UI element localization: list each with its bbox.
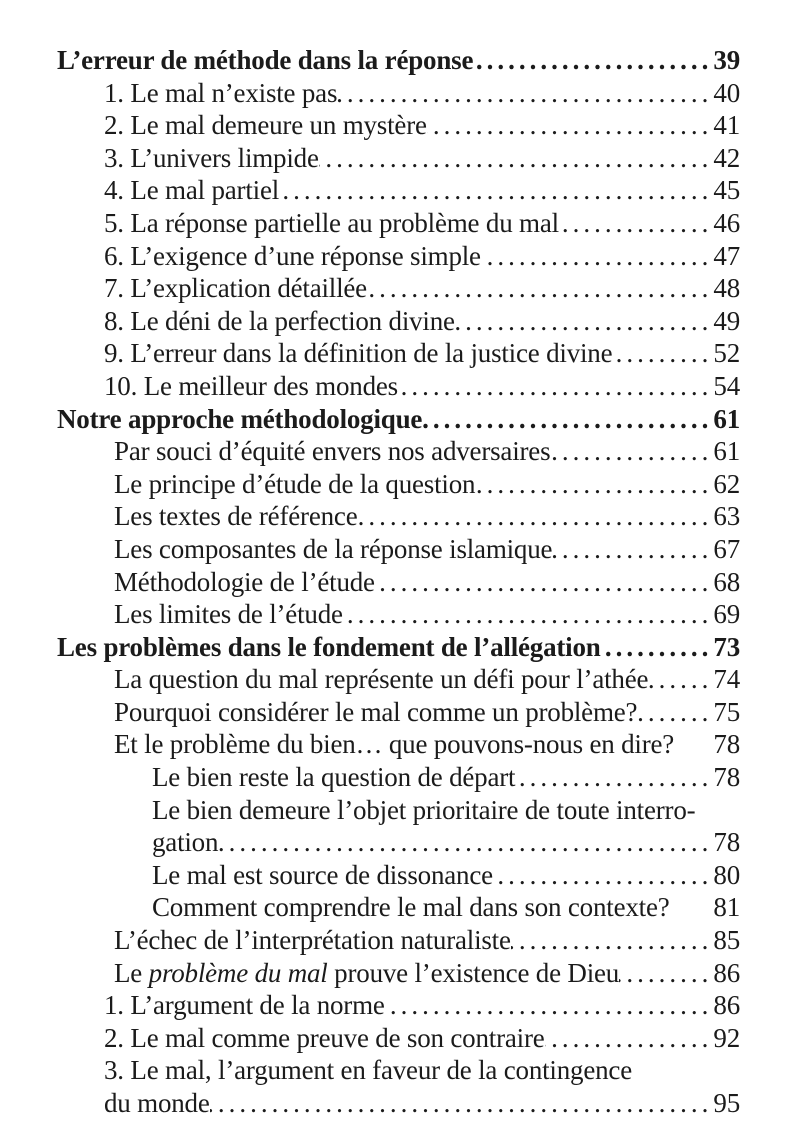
dot-leader (515, 761, 713, 794)
toc-entry-page-number: 49 (713, 305, 740, 336)
toc-entry-line (0, 891, 740, 924)
toc-entry-label: 5. La réponse partielle au problème du mal (104, 207, 559, 238)
toc-entry-page-number: 73 (713, 631, 740, 662)
dot-leader (337, 77, 713, 110)
toc-entry-label: 3. L’univers limpide (104, 142, 319, 173)
dot-leader (648, 663, 713, 696)
toc-entry-label: 8. Le déni de la perfection divine (104, 305, 455, 336)
toc-entry-label: Par souci d’équité envers nos adversaires (114, 436, 551, 467)
toc-entry-line (0, 1022, 740, 1055)
dot-leader (319, 142, 714, 175)
toc-entry-page-number: 68 (713, 566, 740, 597)
dot-leader (367, 272, 713, 305)
dot-leader (218, 826, 713, 859)
toc-entry-line (0, 500, 740, 533)
toc-entry-line (0, 435, 740, 468)
toc-entry-label: gation (152, 827, 219, 858)
toc-entry-line (0, 142, 740, 175)
toc-entry-page-number: 42 (713, 142, 740, 173)
toc-entry-page-number: 67 (713, 533, 740, 564)
toc-entry-label: Les problèmes dans le fondement de l’allégation (57, 631, 601, 662)
toc-entry-label: Notre approche méthodologique (57, 403, 423, 434)
toc-entry-page-number: 41 (713, 110, 740, 141)
toc-entry-page-number: 92 (713, 1022, 740, 1053)
dot-leader (279, 174, 713, 207)
toc-entry-line (0, 533, 740, 566)
toc-entry-line (0, 826, 740, 859)
toc-entry-page-number: 52 (713, 338, 740, 369)
dot-leader (612, 337, 713, 370)
toc-entry-line (0, 663, 740, 696)
toc-entry-page-number: 86 (713, 990, 740, 1021)
toc-entry-label: 1. Le mal n’existe pas (104, 77, 338, 108)
toc-entry-page-number: 69 (713, 599, 740, 630)
toc-entry-page-number: 81 (713, 892, 740, 923)
toc-entry-label: Les limites de l’étude (114, 599, 343, 630)
toc-entry-line (0, 240, 740, 273)
dot-leader (422, 403, 713, 436)
toc-entry-line (0, 109, 740, 142)
toc-entry-line (0, 77, 740, 110)
toc-entry-label: 4. Le mal partiel (104, 175, 280, 206)
toc-entry-line (0, 598, 740, 631)
dot-leader (375, 566, 714, 599)
toc-entry-line (0, 957, 740, 990)
toc-entry-line (0, 761, 740, 794)
dot-leader (473, 44, 713, 77)
toc-entry-line (0, 696, 740, 729)
dot-leader (343, 598, 714, 631)
toc-entry-line (0, 989, 740, 1022)
toc-entry-page-number: 48 (713, 273, 740, 304)
dot-leader (481, 240, 714, 273)
toc-entry-line (0, 859, 740, 892)
dot-leader (552, 533, 713, 566)
toc-entry-label: 1. L’argument de la norme (104, 990, 385, 1021)
toc-entry-label: Pourquoi considérer le mal comme un problème? (114, 696, 638, 727)
toc-entry-label: Les composantes de la réponse islamique (114, 533, 553, 564)
dot-leader (475, 468, 713, 501)
dot-leader (545, 1022, 714, 1055)
toc-entry-line (0, 272, 740, 305)
dot-leader (493, 859, 713, 892)
toc-entry-page-number: 63 (713, 501, 740, 532)
toc-entry-label: 2. Le mal demeure un mystère (104, 110, 427, 141)
toc-entry-label: 7. L’explication détaillée (104, 273, 367, 304)
dot-leader (398, 370, 713, 403)
toc-entry-page-number: 74 (713, 664, 740, 695)
toc-entry-line (0, 370, 740, 403)
toc-entry-page-number: 39 (713, 45, 740, 75)
toc-entry-label: 2. Le mal comme preuve de son contraire (104, 1022, 545, 1053)
dot-leader (427, 109, 714, 142)
toc-entry-label: Les textes de référence (114, 501, 358, 532)
toc-entry-label: du monde (104, 1088, 210, 1118)
dot-leader (210, 1087, 714, 1120)
toc-entry-label: La question du mal représente un défi pour l’athée (114, 664, 649, 695)
toc-entry-label: L’erreur de méthode dans la réponse (57, 45, 474, 75)
toc-entry-page-number: 95 (713, 1088, 740, 1118)
toc-entry-label: Le principe d’étude de la question (114, 468, 476, 499)
toc-entry-page-number: 62 (713, 468, 740, 499)
dot-leader (619, 957, 713, 990)
toc-entry-page-number: 80 (713, 859, 740, 890)
toc-entry-page-number: 46 (713, 207, 740, 238)
toc-entry-label: 6. L’exigence d’une réponse simple (104, 240, 481, 271)
toc-entry-label (114, 957, 619, 990)
toc-entry-page-number: 78 (713, 762, 740, 793)
toc-entry-line (0, 337, 740, 370)
toc-entry-page-number: 78 (713, 827, 740, 858)
dot-leader (559, 207, 713, 240)
toc-entry-line (0, 305, 740, 338)
toc-entry-label-part: Le (114, 957, 149, 988)
toc-entry-label: Le bien reste la question de départ (152, 762, 516, 793)
toc-entry-page-number: 45 (713, 175, 740, 206)
toc-entry-line (0, 174, 740, 207)
toc-entry-page-number: 78 (713, 729, 740, 760)
dot-leader (550, 435, 713, 468)
toc-entry-label: Le mal est source de dissonance (152, 859, 493, 890)
toc-entry-label-italic: problème du mal (148, 957, 328, 988)
toc-entry-label: 10. Le meilleur des mondes (104, 370, 398, 401)
toc-entry-line (0, 1087, 740, 1120)
toc-entry-label: L’échec de l’interprétation naturaliste (114, 925, 511, 956)
toc-entry-page-number: 86 (713, 957, 740, 988)
toc-entry-page-number: 61 (713, 436, 740, 467)
toc-entry-page-number: 54 (713, 370, 740, 401)
toc-entry-line (0, 1054, 740, 1087)
toc-entry-line (0, 207, 740, 240)
toc-entry-line (0, 566, 740, 599)
toc-entry-page-number: 75 (713, 696, 740, 727)
dot-leader (601, 631, 714, 664)
toc-entry-page-number: 40 (713, 77, 740, 108)
toc-entry-line (0, 44, 740, 77)
toc-entry-label: 3. Le mal, l’argument en faveur de la contingence (104, 1055, 632, 1086)
dot-leader (511, 924, 714, 957)
toc-entry-line (0, 794, 740, 827)
toc-entry-line (0, 403, 740, 436)
toc-entry-line (0, 924, 740, 957)
toc-entry-label: 9. L’erreur dans la définition de la justice divine (104, 338, 613, 369)
toc-entry-label: Le bien demeure l’objet prioritaire de toute interro- (152, 794, 696, 825)
dot-leader (637, 696, 713, 729)
toc-entry-page-number: 47 (713, 240, 740, 271)
toc-entry-line (0, 468, 740, 501)
toc-entry-label: Méthodologie de l’étude (114, 566, 375, 597)
dot-leader (455, 305, 714, 338)
toc-entry-label: Et le problème du bien… que pouvons-nous en dire? (114, 729, 675, 760)
dot-leader (385, 989, 714, 1022)
toc-entry-page-number: 61 (713, 403, 740, 434)
toc-entry-label-part: prouve l’existence de Dieu (327, 957, 620, 988)
dot-leader (358, 500, 714, 533)
toc-entry-page-number: 85 (713, 925, 740, 956)
toc-entry-line (0, 631, 740, 664)
toc-entry-label: Comment comprendre le mal dans son contexte? (152, 892, 670, 923)
toc-entry-line (0, 728, 740, 761)
